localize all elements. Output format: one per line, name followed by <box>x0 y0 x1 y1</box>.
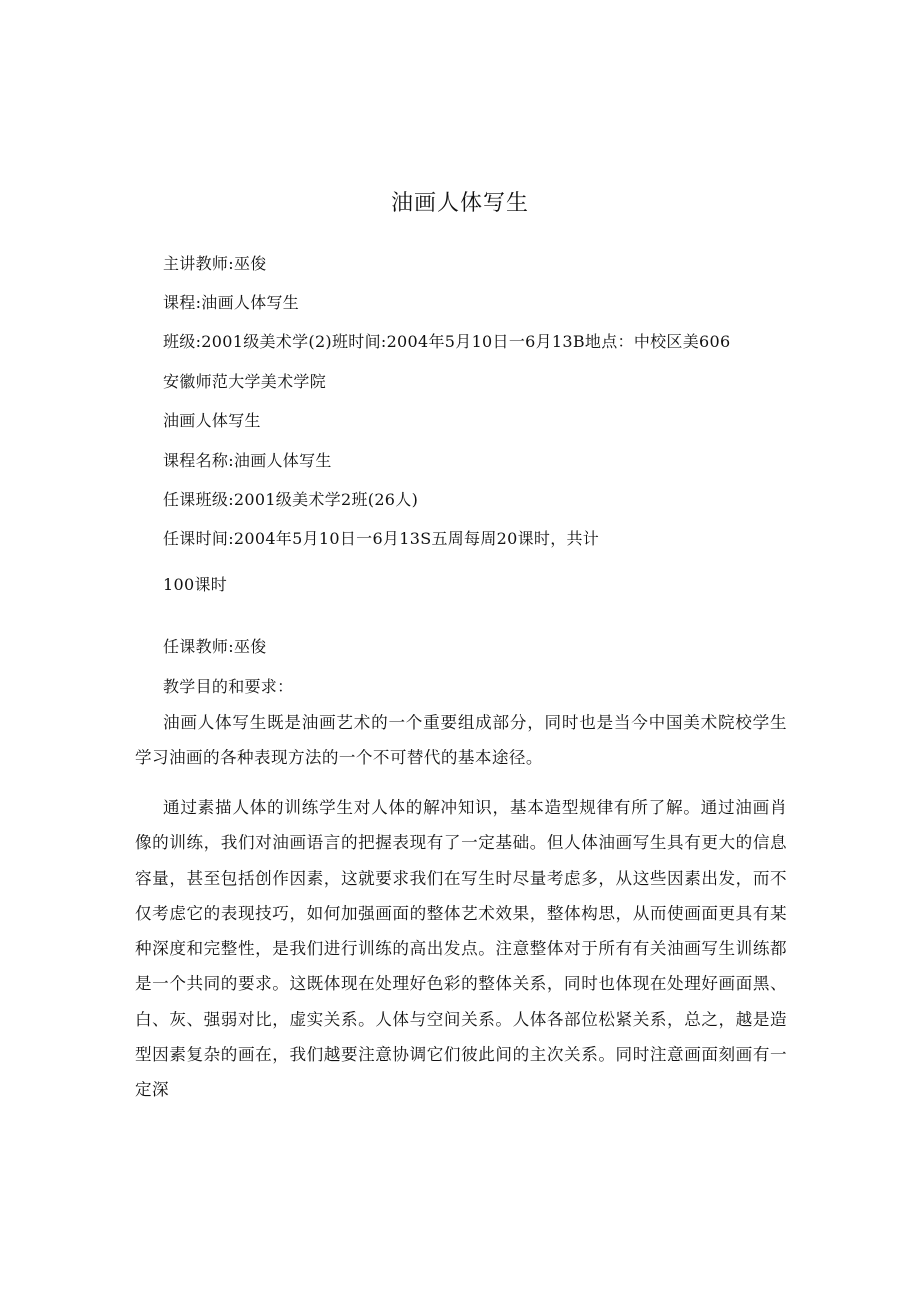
paragraph-intro: 油画人体写生既是油画艺术的一个重要组成部分，同时也是当今中国美术院校学生学习油画的各种表现方法的一个不可替代的基本途径。 <box>135 713 787 768</box>
total-hours-line: 100课时 <box>163 575 228 594</box>
lecturer-line: 主讲教师:巫俊 <box>163 254 267 273</box>
course-name-line: 课程名称:油画人体写生 <box>163 451 332 470</box>
course-line: 课程:油画人体写生 <box>163 293 300 312</box>
objectives-heading: 教学目的和要求： <box>163 677 294 696</box>
teacher-line: 任课教师:巫俊 <box>163 637 267 656</box>
class-time-location-line: 班级:2001级美术学(2)班时间:2004年5月10日一6月13B地点：中校区美606 <box>163 332 731 351</box>
document-title: 油画人体写生 <box>390 191 529 216</box>
course-subtitle-line: 油画人体写生 <box>163 411 261 430</box>
institution-line: 安徽师范大学美术学院 <box>163 372 327 391</box>
paragraph-body: 通过素描人体的训练学生对人体的解冲知识，基本造型规律有所了解。通过油画肖像的训练，我们对油画语言的把握表现有了一定基础。但人体油画写生具有更大的信息容量，甚至包括创作因素，这就要求我们在写生时尽量考虑多，从这些因素出发，而不仅考虑它的表现技巧，如何加强画面的整体艺术效果，整体构思，从而使画面更具有某种深度和完整性，是我们进行训练的高出发点。注意整体对于所有有关油画写生训练都是一个共同的要求。这既体现在处理好色彩的整体关系，同时也体现在处理好画面黑、白、灰、强弱对比，虚实关系。人体与空间关系。人体各部位松紧关系，总之，越是造型因素复杂的画在，我们越要注意协调它们彼此间的主次关系。同时注意画面刻画有一定深 <box>135 798 787 1100</box>
schedule-line: 任课时间:2004年5月10日一6月13S五周每周20课时，共计 <box>163 529 600 548</box>
class-line: 任课班级:2001级美术学2班(26人) <box>163 490 419 509</box>
